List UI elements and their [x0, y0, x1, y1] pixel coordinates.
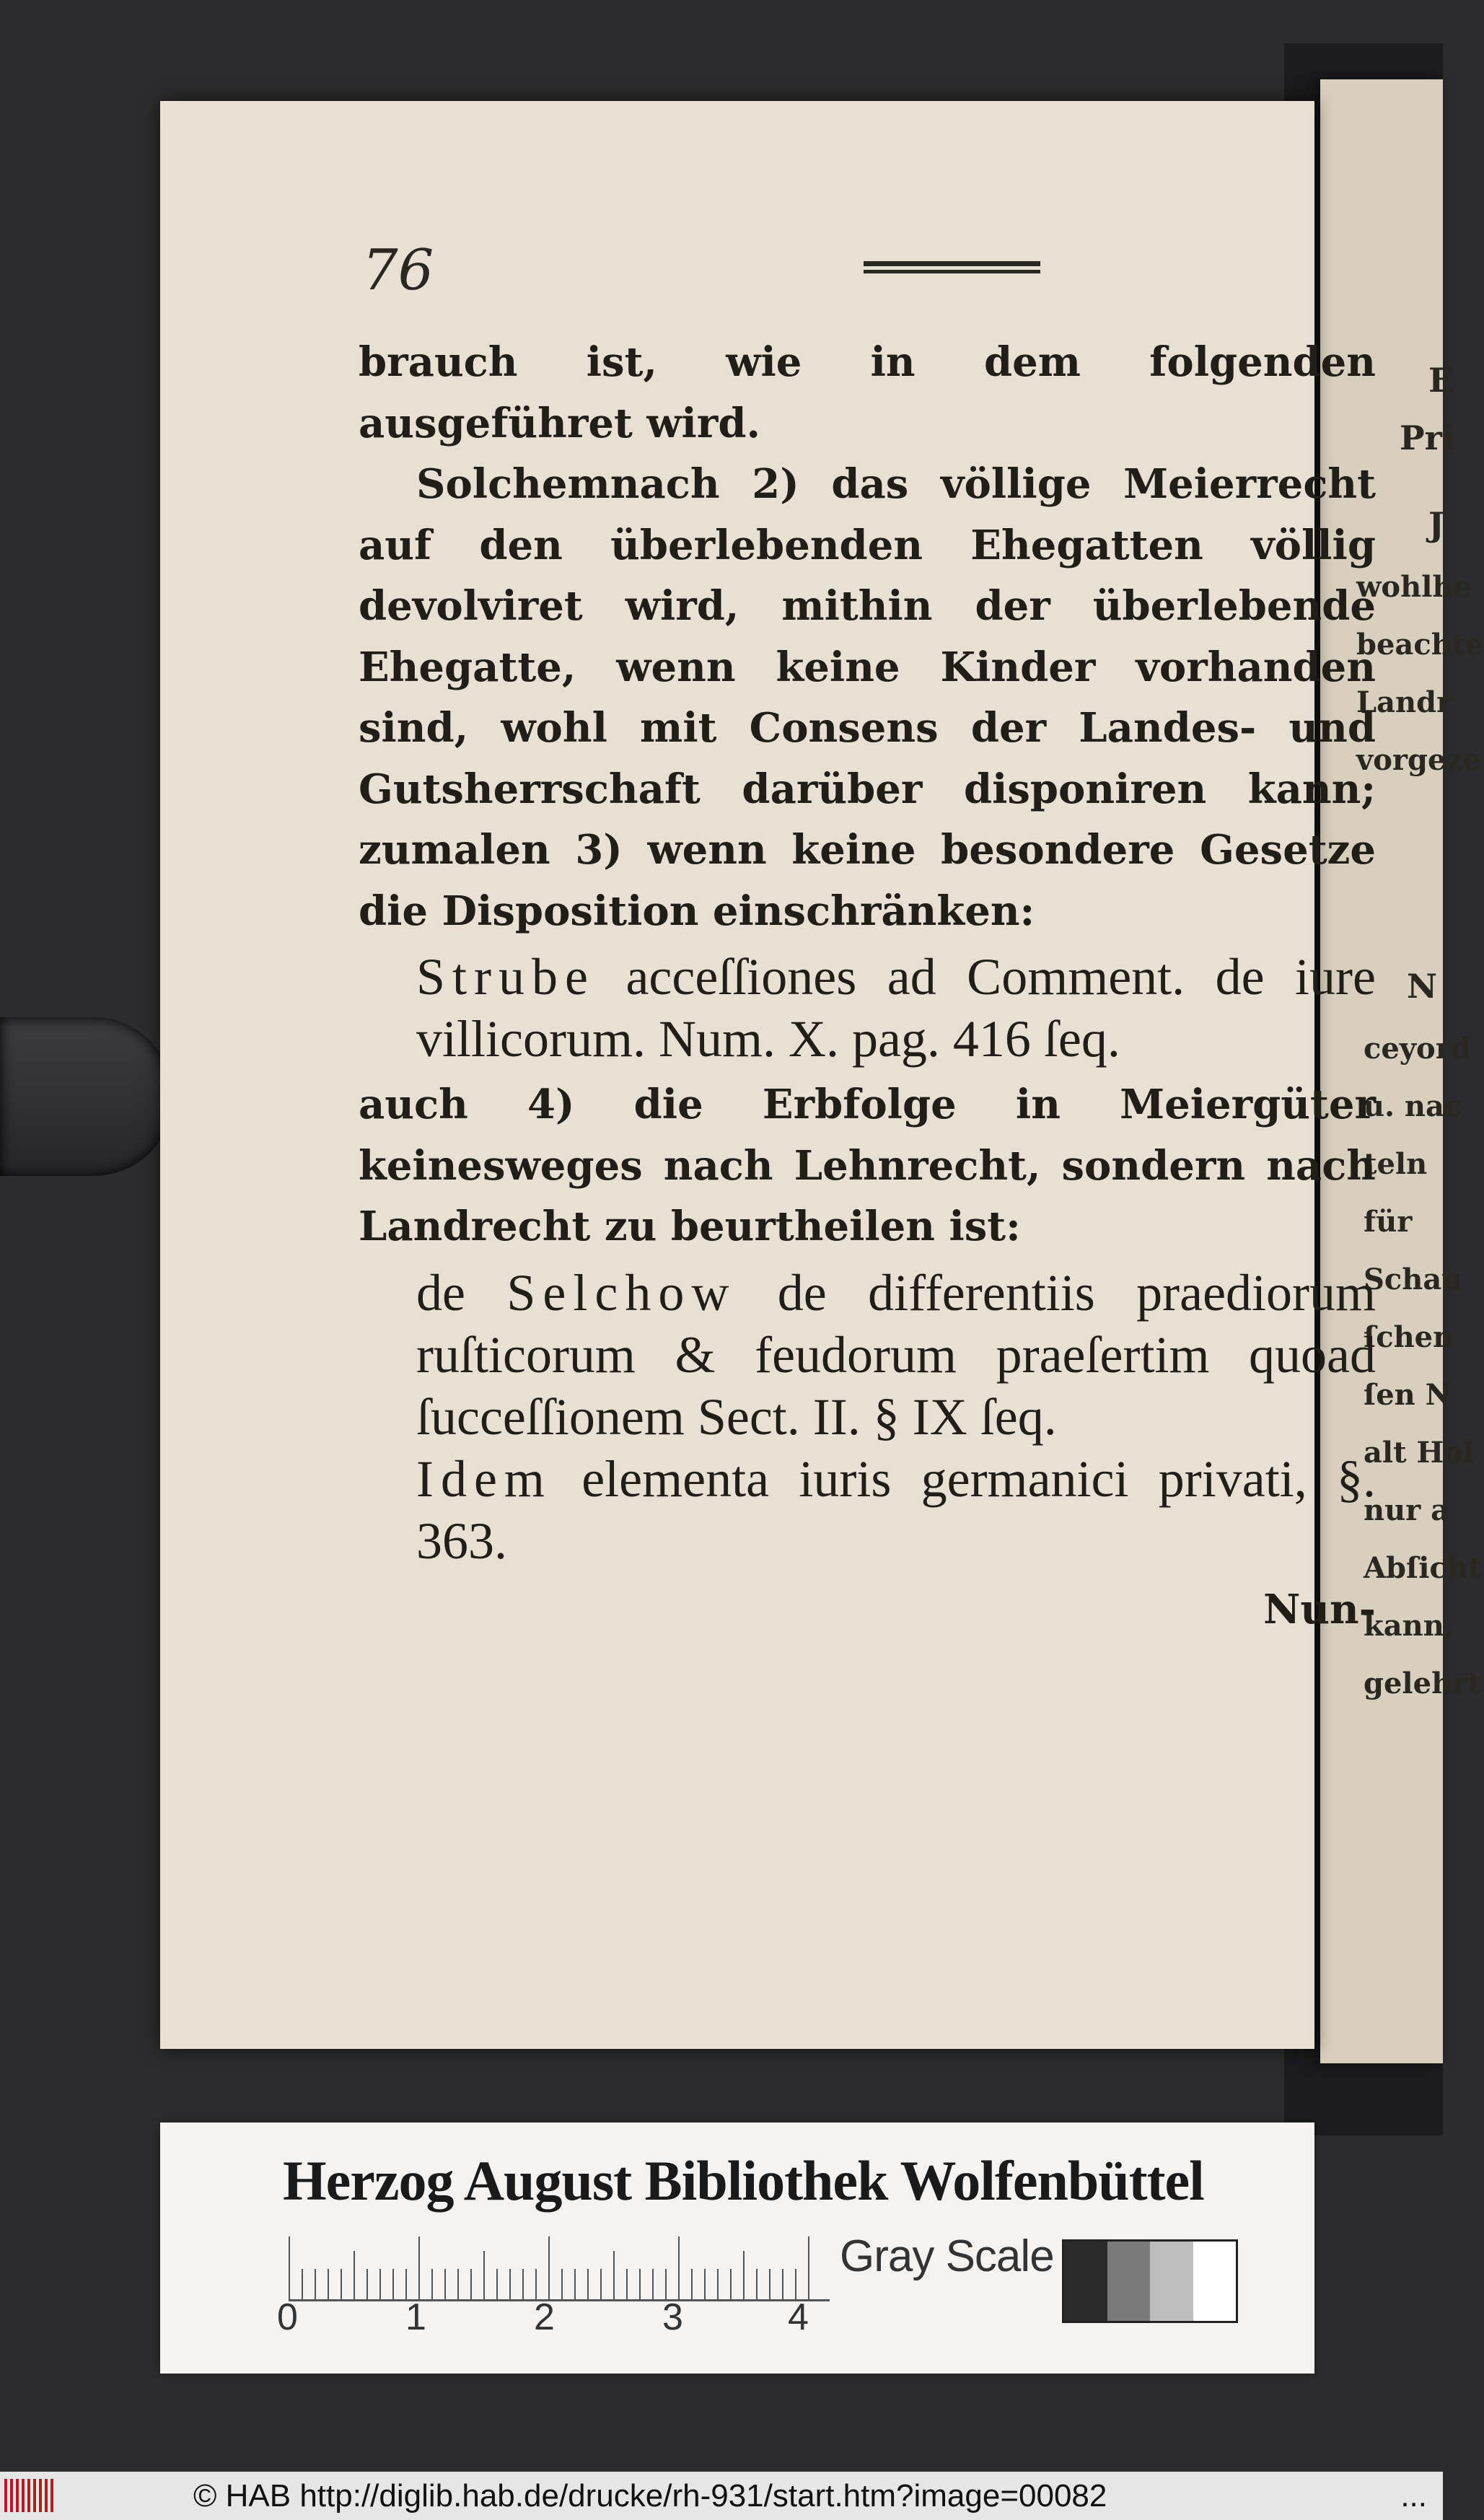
- facing-fragment: J: [1428, 505, 1444, 544]
- facing-fragment: nur a: [1364, 1493, 1450, 1527]
- citation-author: Strube: [416, 948, 595, 1006]
- facing-fragment: E: [1428, 361, 1454, 400]
- ruler-tick: [431, 2269, 433, 2301]
- ruler-tick: [574, 2269, 576, 2301]
- ruler-tick: [613, 2251, 615, 2301]
- ruler-tick: [639, 2269, 641, 2301]
- citation-text: de differentiis praediorum ruſticorum & feudorum praeſertim quoad ſucceſſionem Sect. II. § IX ſeq.: [416, 1263, 1377, 1446]
- scale-label: 1: [405, 2296, 426, 2338]
- ruler-tick: [328, 2269, 329, 2301]
- ruler-tick: [418, 2236, 420, 2301]
- source-url[interactable]: © HAB http://diglib.hab.de/drucke/rh-931/start.htm?image=00082: [193, 2478, 1107, 2514]
- scale-label: 3: [662, 2296, 683, 2338]
- color-target-card: [160, 2122, 1314, 2374]
- ruler-tick: [782, 2269, 783, 2301]
- ruler-tick: [289, 2236, 290, 2301]
- facing-fragment: kann,: [1364, 1609, 1454, 1643]
- ruler-tick: [457, 2269, 459, 2301]
- facing-fragment: u. nac: [1364, 1089, 1462, 1123]
- footer-bar: [0, 2472, 1443, 2520]
- ruler-tick: [392, 2269, 394, 2301]
- facing-fragment: Abſicht: [1364, 1551, 1482, 1585]
- catchword: Nun-: [1263, 1585, 1376, 1633]
- ruler-tick: [341, 2269, 342, 2301]
- ruler-tick: [704, 2269, 706, 2301]
- ruler-tick: [730, 2269, 732, 2301]
- citation-prefix: de: [416, 1263, 465, 1322]
- ruler-tick: [444, 2269, 446, 2301]
- swatch-black: [1064, 2242, 1107, 2321]
- ruler-tick: [561, 2269, 563, 2301]
- facing-fragment: teln: [1364, 1147, 1428, 1181]
- citation-text: elementa iuris germanici privati, §. 363.: [416, 1449, 1376, 1570]
- ruler-tick: [548, 2236, 550, 2301]
- scale-label: 4: [788, 2296, 809, 2338]
- ruler-tick: [626, 2269, 628, 2301]
- header-ornament: [864, 261, 1040, 273]
- citation-text: acceſſiones ad Comment. de iure villicorum. Num. X. pag. 416 ſeq.: [416, 948, 1376, 1068]
- ruler-tick: [678, 2236, 680, 2301]
- facing-fragment: ceyord: [1364, 1032, 1471, 1066]
- ruler-tick: [379, 2269, 381, 2301]
- facing-fragment: gelehrt: [1364, 1667, 1481, 1700]
- page-number: 76: [362, 238, 434, 303]
- ruler-tick: [808, 2236, 809, 2301]
- ruler-tick: [522, 2269, 524, 2301]
- facing-fragment: beachte: [1356, 628, 1484, 662]
- ruler-tick: [769, 2269, 770, 2301]
- facing-fragment: wohlhe: [1356, 570, 1472, 604]
- citation-selchow: [359, 1262, 1376, 1572]
- ruler-tick: [354, 2251, 355, 2301]
- library-title: Herzog August Bibliothek Wolfenbüttel: [283, 2149, 1204, 2212]
- ruler-tick: [366, 2269, 368, 2301]
- swatch-white: [1193, 2242, 1237, 2321]
- body-line: Solchemnach 2) das völlige Meierrecht auf den überlebenden Ehegatten völlig devolviret wird, mithin der überlebende Ehegatte, wenn keine Kinder vorhanden sind, wohl mit Consens der Landes- und Gutsherrschaft darüber disponiren kann; zumalen 3) wenn keine besondere Gesetze die Disposition einschränken:: [359, 460, 1376, 935]
- scale-label: 0: [277, 2296, 298, 2338]
- facing-fragment: ſen N: [1364, 1378, 1452, 1412]
- facing-fragment: ſchen: [1364, 1320, 1454, 1354]
- body-line: auch 4) die Erbfolge in Meiergüter keinesweges nach Lehnrecht, sondern nach Landrecht zu beurtheilen ist:: [359, 1081, 1376, 1250]
- more-icon[interactable]: ...: [1400, 2478, 1427, 2514]
- ruler-tick: [315, 2269, 316, 2301]
- swatch-light-gray: [1150, 2242, 1193, 2321]
- body-paragraph-2: [359, 1074, 1376, 1257]
- facing-fragment: vorgeze: [1356, 743, 1481, 777]
- page-text: [359, 332, 1376, 1640]
- citation-author: Idem: [416, 1449, 552, 1508]
- scale-ruler: [289, 2235, 830, 2314]
- citation-author: Selchow: [506, 1263, 737, 1322]
- grayscale-swatches: [1062, 2239, 1238, 2323]
- citation-strube: [359, 946, 1376, 1070]
- facing-fragment: alt Hol: [1364, 1436, 1475, 1470]
- facing-fragment: N: [1407, 967, 1438, 1006]
- body-paragraph-1: [359, 332, 1376, 941]
- ruler-tick: [302, 2269, 303, 2301]
- ruler-tick: [717, 2269, 719, 2301]
- page-clip: [0, 1017, 173, 1176]
- swatch-dark-gray: [1107, 2242, 1151, 2321]
- facing-fragment: Pri: [1400, 418, 1455, 457]
- hab-logo-icon: [4, 2479, 56, 2512]
- facing-fragment: Landr: [1356, 685, 1452, 719]
- body-line: brauch ist, wie in dem folgenden ausgeführet wird.: [359, 338, 1376, 447]
- facing-fragment: Schau: [1364, 1263, 1463, 1296]
- ruler-tick: [743, 2251, 745, 2301]
- ruler-tick: [756, 2269, 758, 2301]
- facing-fragment: für: [1364, 1205, 1413, 1239]
- ruler-tick: [652, 2269, 654, 2301]
- grayscale-label: Gray Scale: [840, 2231, 1054, 2281]
- ruler-tick: [587, 2269, 589, 2301]
- ruler-tick: [691, 2269, 693, 2301]
- ruler-tick: [483, 2251, 485, 2301]
- book-page: [160, 101, 1377, 2049]
- ruler-tick: [470, 2269, 472, 2301]
- ruler-tick: [600, 2269, 602, 2301]
- ruler-tick: [496, 2269, 498, 2301]
- scale-label: 2: [534, 2296, 555, 2338]
- ruler-tick: [509, 2269, 511, 2301]
